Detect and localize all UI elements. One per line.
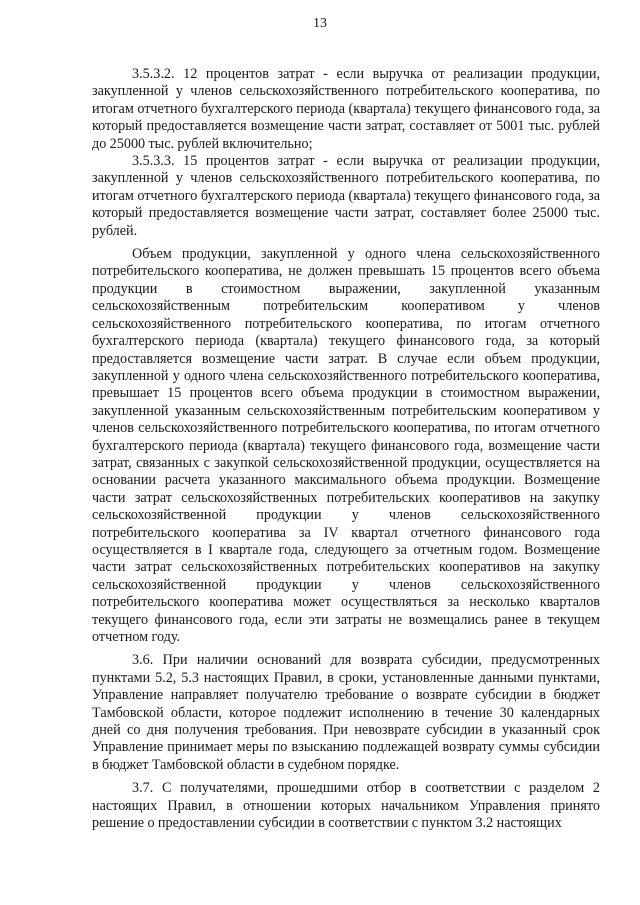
paragraph-3-7: 3.7. С получателями, прошедшими отбор в соответствии с разделом 2 настоящих Правил, в отношении которых начальником Управления принято решение о предоставлении субсидии в соответствии с пунктом 3.2 настоящих	[92, 780, 600, 832]
paragraph-product-volume: Объем продукции, закупленной у одного члена сельскохозяйственного потребительского кооператива, не должен превышать 15 процентов всего объема продукции в стоимостном выражении, закупленной указанным сельскохозяйственным потребительским кооперативом у членов сельскохозяйственного потребительского кооператива, по итогам отчетного бухгалтерского периода (квартала) текущего финансового года, за который предоставляется возмещение части затрат. В случае если объем продукции, закупленной у одного члена сельскохозяйственного потребительского кооператива, превышает 15 процентов всего объема продукции в стоимостном выражении, закупленной указанным сельскохозяйственным потребительским кооперативом у членов сельскохозяйственного потребительского кооператива, по итогам отчетного бухгалтерского периода (квартала) текущего финансового года, возмещение части затрат, связанных с закупкой сельскохозяйственной продукции, осуществляется на основании расчета указанного максимального объема продукции. Возмещение части затрат сельскохозяйственных потребительских кооперативов на закупку сельскохозяйственной продукции у членов сельскохозяйственного потребительского кооператива за IV квартал отчетного финансового года осуществляется в I квартале года, следующего за отчетным годом. Возмещение части затрат сельскохозяйственных потребительских кооперативов на закупку сельскохозяйственной продукции у членов сельскохозяйственного потребительского кооператива может осуществляться за несколько кварталов текущего финансового года, если эти затраты не возмещались ранее в текущем отчетном году.	[92, 246, 600, 645]
paragraph-3-5-3-3: 3.5.3.3. 15 процентов затрат - если выручка от реализации продукции, закупленной у членов сельскохозяйственного потребительского кооператива, по итогам отчетного бухгалтерского периода (квартала) текущего финансового года, за который предоставляется возмещение части затрат, составляет более 25000 тыс. рублей.	[92, 153, 600, 239]
paragraph-3-6: 3.6. При наличии оснований для возврата субсидии, предусмотренных пунктами 5.2, 5.3 настоящих Правил, в сроки, установленные данными пунктами, Управление направляет получателю требование о возврате субсидии в бюджет Тамбовской области, которое подлежит исполнению в течение 30 календарных дней со дня получения требования. При невозврате субсидии в указанный срок Управление принимает меры по взысканию подлежащей возврату суммы субсидии в бюджет Тамбовской области в судебном порядке.	[92, 652, 600, 773]
paragraph-3-5-3-2: 3.5.3.2. 12 процентов затрат - если выручка от реализации продукции, закупленной у членов сельскохозяйственного потребительского кооператива, по итогам отчетного бухгалтерского периода (квартала) текущего финансового года, за который предоставляется возмещение части затрат, составляет от 5001 тыс. рублей до 25000 тыс. рублей включительно;	[92, 66, 600, 152]
document-body	[92, 66, 600, 832]
page-number: 13	[313, 16, 327, 31]
